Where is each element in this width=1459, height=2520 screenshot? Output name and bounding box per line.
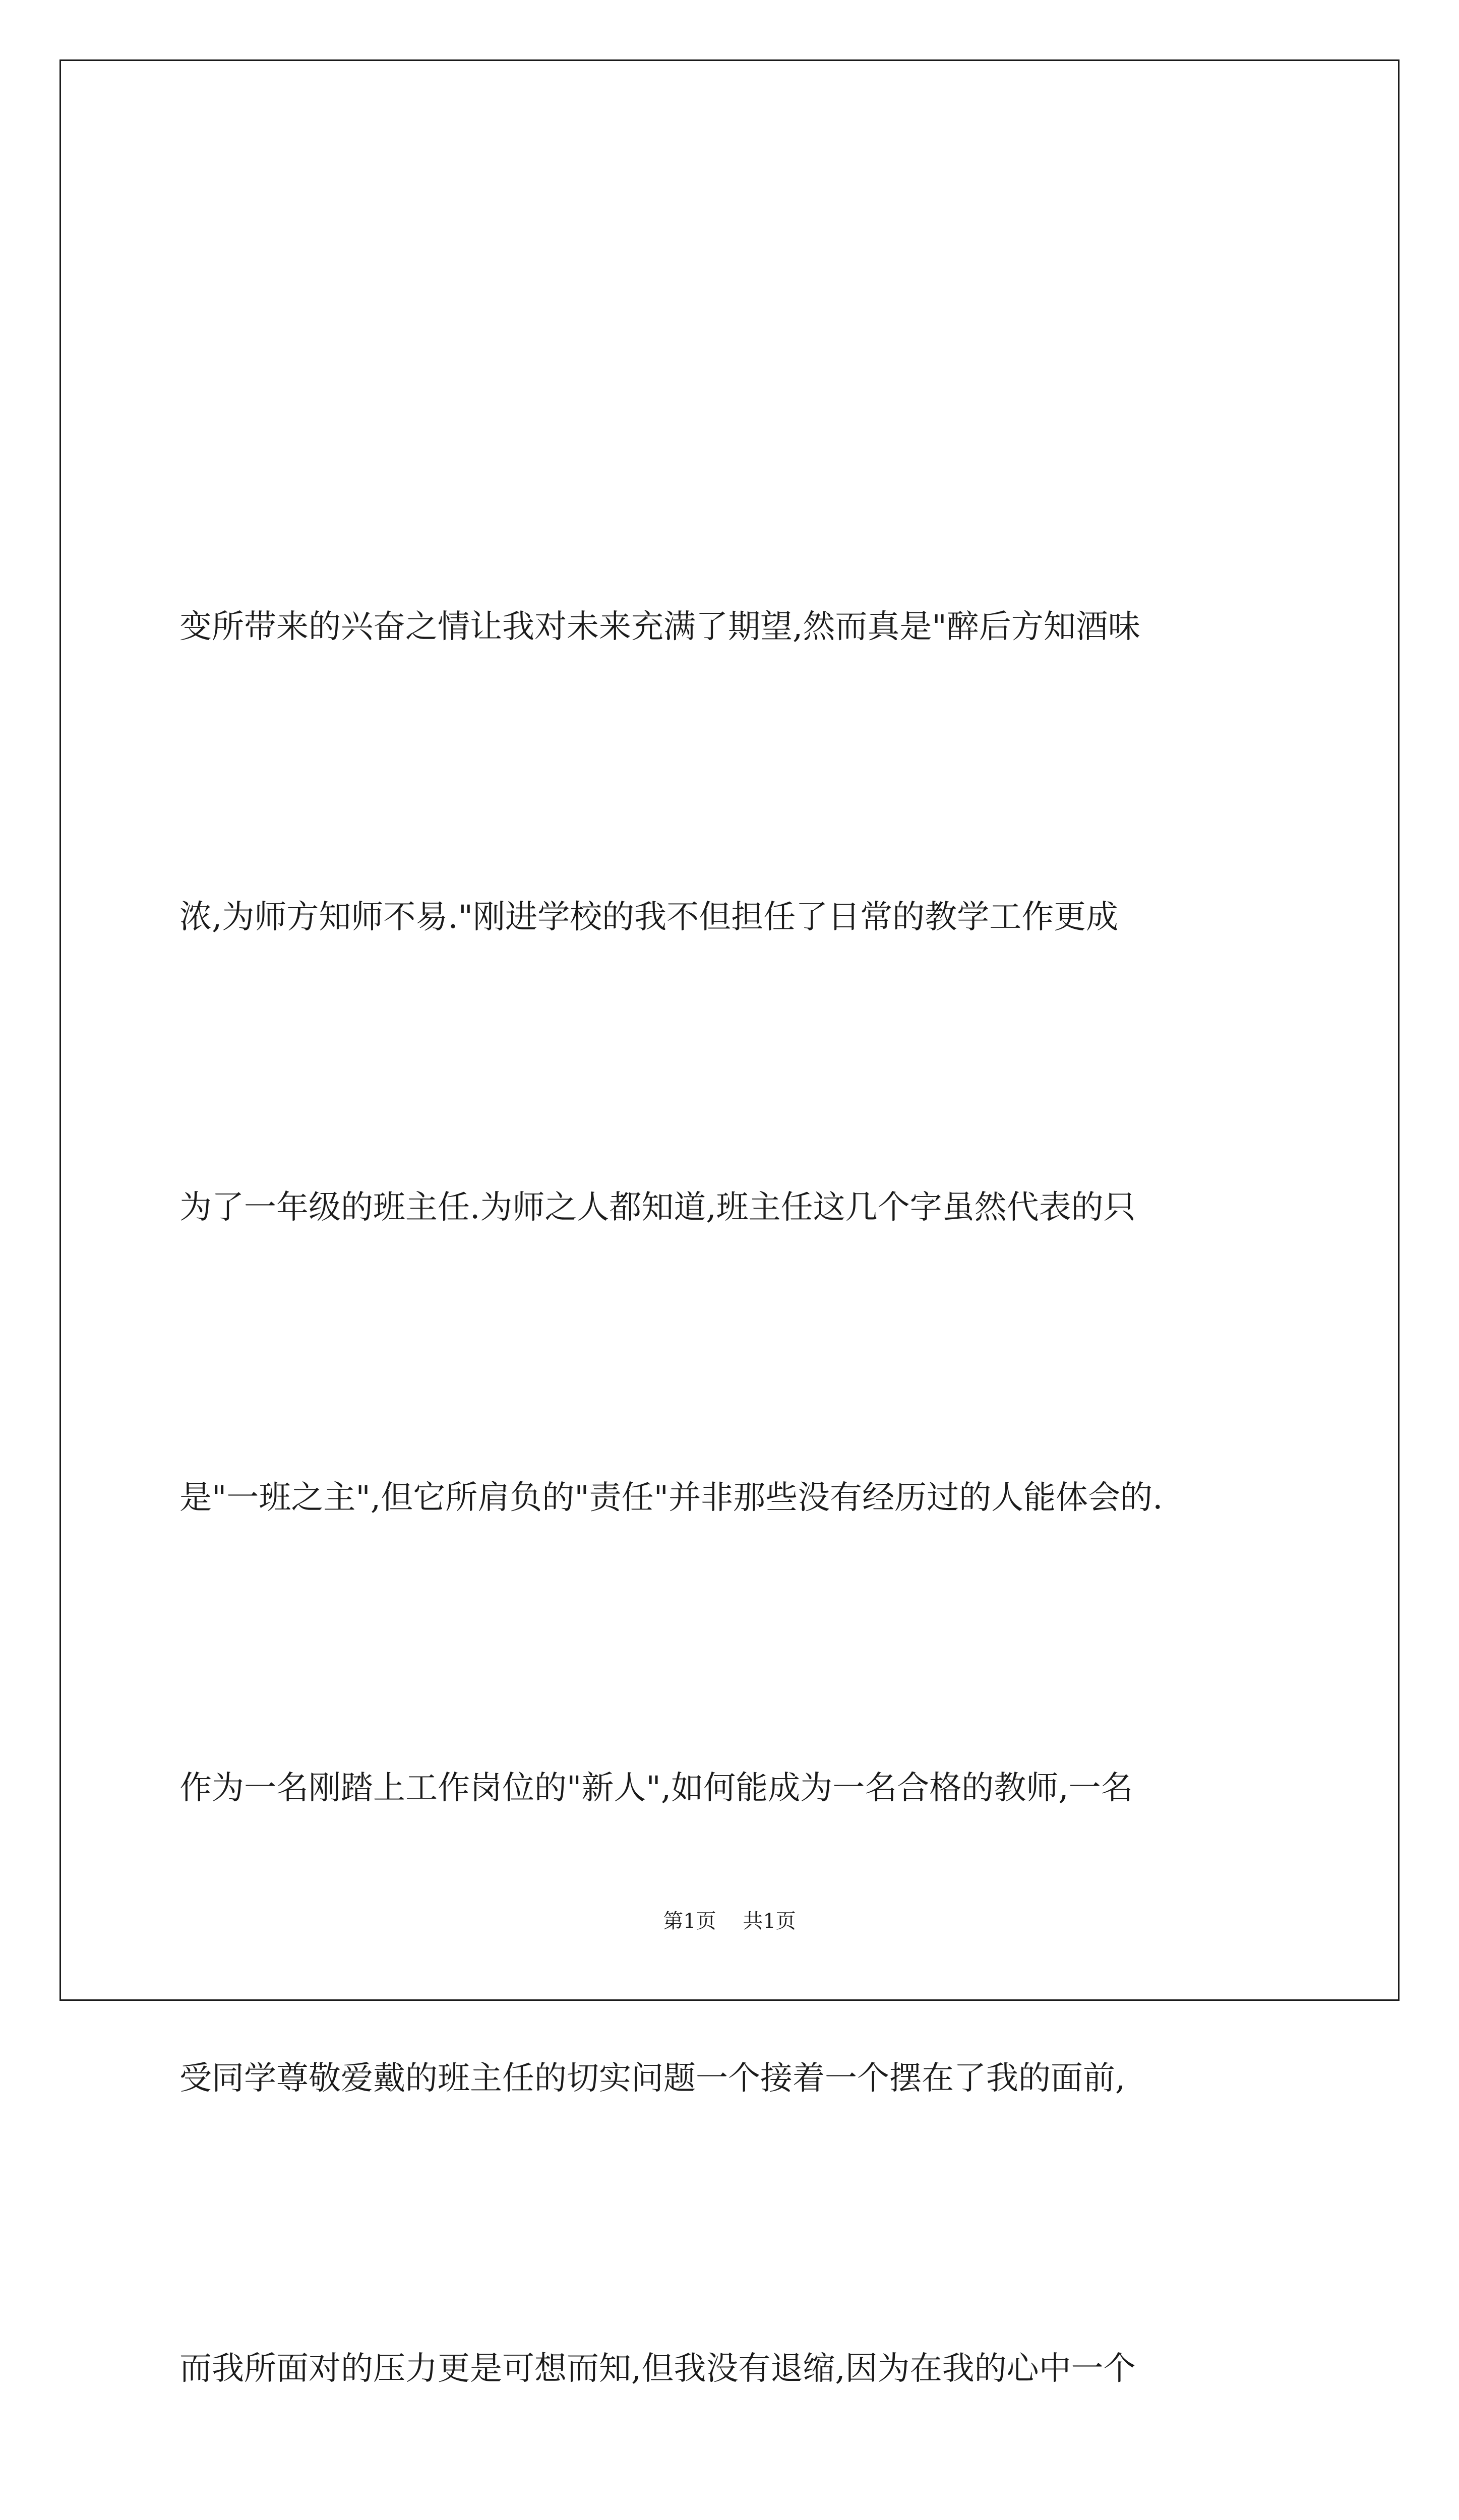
- page-total: 共1页: [743, 1910, 796, 1933]
- text-line: 而我所面对的压力更是可想而知,但我没有退缩,因为在我的心中一个: [179, 2350, 1136, 2387]
- page-number: 第1页: [663, 1910, 716, 1933]
- text-line: 变所带来的兴奋之情让我对未来充满了期望,然而真是"醉后方知酒味: [179, 608, 1140, 646]
- page-footer: [0, 1905, 1459, 1934]
- document-body: [179, 192, 1309, 2520]
- text-line: 浓,为师方知师不易."刚进学校的我不但担任了日常的教学工作更成: [179, 899, 1119, 936]
- text-line: 作为一名刚踏上工作岗位的"新人",如何能成为一名合格的教师,一名: [179, 1770, 1133, 1807]
- paragraph-1: [179, 385, 1309, 2520]
- text-line: 是"一班之主",但它所肩负的"责任"并非那些没有经历过的人能体会的.: [179, 1479, 1163, 1517]
- text-line: 为了一年级的班主任.为师之人都知道,班主任这几个字虽然代表的只: [179, 1189, 1136, 1226]
- text-line: 受同学尊敬爱戴的班主任的切实问题一个接着一个摆在了我的面前,: [179, 2060, 1126, 2097]
